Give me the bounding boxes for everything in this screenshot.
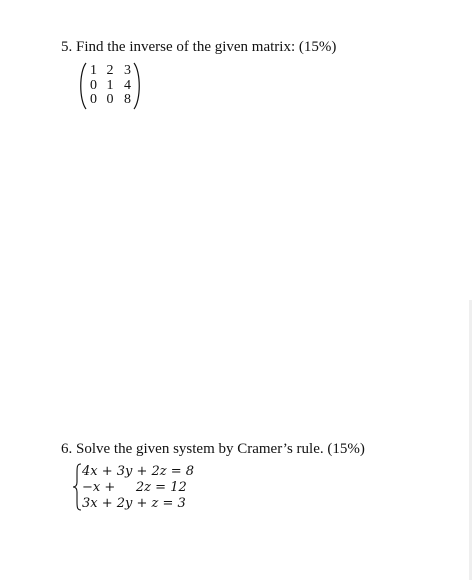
matrix-grid <box>86 64 136 108</box>
page-edge-shadow <box>469 300 472 580</box>
equation-system <box>72 463 212 511</box>
matrix-cell: 1 <box>90 63 97 78</box>
matrix-cell: 4 <box>124 77 131 93</box>
equation-1: 4x + 3y + 2z = 8 <box>82 464 195 479</box>
matrix-cell: 3 <box>124 63 131 78</box>
left-brace <box>72 463 82 511</box>
right-parenthesis <box>132 62 142 110</box>
matrix <box>78 62 142 110</box>
equation-2: −x + 2z = 12 <box>82 480 187 495</box>
matrix-cell: 2 <box>106 63 114 78</box>
matrix-cell: 1 <box>106 77 114 93</box>
equation-3: 3x + 2y + z = 3 <box>82 496 186 511</box>
matrix-cell: 0 <box>90 92 97 107</box>
matrix-cell: 0 <box>90 77 97 93</box>
matrix-cell: 0 <box>106 92 114 107</box>
matrix-cell: 8 <box>124 92 131 107</box>
question-5-heading: 5. Find the inverse of the given matrix: (15%) <box>61 39 337 55</box>
question-6-heading: 6. Solve the given system by Cramer’s rule. (15%) <box>61 441 365 457</box>
